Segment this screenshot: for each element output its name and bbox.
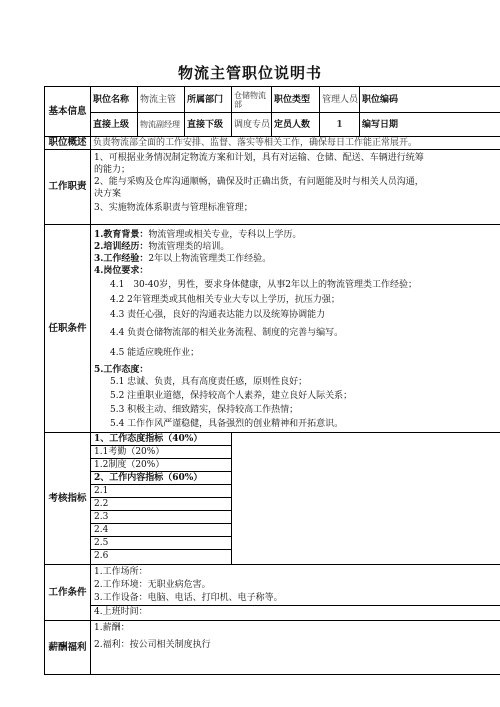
assessment-item: 1.2制度（20%）	[91, 458, 231, 471]
assessment-item: 2.5	[91, 536, 231, 549]
value-job-title: 物流主管	[138, 87, 185, 113]
training-value: 物流管理类的培训。	[148, 242, 230, 252]
salary-line: 1.薪酬：	[94, 623, 130, 633]
salary-body	[91, 621, 500, 675]
label-job-title: 职位名称	[91, 87, 138, 113]
experience-value: 2年以上物流管理类工作经验。	[148, 254, 272, 264]
section-conditions: 工作条件	[45, 565, 91, 621]
section-assessment: 考核指标	[45, 433, 91, 565]
attitude-item: 5.4 工作作风严谨稳健，具备强烈的创业精神和开拓意识。	[110, 419, 344, 429]
training-label: 2.培训经历：	[94, 242, 149, 252]
edu-label: 1.教育背景：	[94, 230, 149, 240]
assessment-content-head: 2、工作内容指标（60%）	[91, 471, 231, 484]
section-duties: 工作职责	[45, 150, 91, 225]
duty-line: 1、可根据业务情况制定物流方案和计划，具有对运输、仓储、配送、车辆进行统筹	[94, 153, 424, 163]
assessment-item: 2.3	[91, 510, 231, 523]
requirements-body	[91, 225, 500, 433]
value-direct-subordinate: 调度专员	[232, 113, 272, 137]
label-direct-superior: 直接上级	[91, 113, 138, 137]
label-job-code: 职位编码	[360, 87, 500, 113]
post-item: 4.4 负责仓储物流部的相关业务流程、制度的完善与编写。	[110, 328, 344, 338]
duty-line: 决方案	[94, 189, 122, 199]
attitude-item: 5.3 积极主动、细致踏实，保持较高工作热情；	[110, 405, 299, 415]
salary-line: 2.福利：按公司相关制度执行	[94, 640, 211, 650]
section-overview: 职位概述	[45, 137, 91, 150]
assessment-item: 2.1	[91, 484, 231, 497]
assessment-item: 1.1考勤（20%）	[91, 445, 231, 458]
duties-body	[91, 150, 500, 225]
post-item: 4.5 能适应晚班作业；	[110, 348, 200, 358]
assessment-body	[91, 433, 232, 565]
post-item: 4.3 责任心强，良好的沟通表达能力以及统筹协调能力	[110, 310, 326, 320]
duty-line: 2、能与采购及仓库沟通顺畅，确保及时正确出货，有问题能及时与相关人员沟通，	[94, 177, 424, 187]
assessment-attitude-head: 1、工作态度指标（40%）	[94, 434, 203, 444]
value-department: 仓储物流部	[232, 87, 272, 113]
attitude-item: 5.1 忠诚、负责，具有高度责任感，原则性良好；	[110, 377, 308, 387]
section-basic-info: 基本信息	[45, 87, 91, 137]
value-direct-superior: 物流副经理	[138, 113, 185, 137]
experience-label: 3.工作经验：	[94, 254, 149, 264]
label-date: 编写日期	[360, 113, 500, 137]
attitude-label: 5.工作态度：	[94, 365, 149, 375]
duty-line: 的能力；	[94, 165, 131, 175]
duty-line: 3、实施物流体系职责与管理标准管理；	[94, 203, 253, 213]
section-salary: 薪酬福利	[45, 621, 91, 675]
condition-line: 4.上班时间：	[91, 605, 500, 618]
job-description-table	[44, 86, 500, 675]
condition-line: 3.工作设备：电脑、电话、打印机、电子称等。	[94, 593, 283, 603]
document-title: 物流主管职位说明书	[177, 64, 322, 82]
assessment-item: 2.4	[91, 523, 231, 536]
condition-line: 1.工作场所：	[94, 567, 148, 577]
job-description-sheet	[44, 86, 500, 675]
edu-value: 物流管理或相关专业，专科以上学历。	[148, 230, 302, 240]
assessment-item: 2.2	[91, 497, 231, 510]
value-job-type: 管理人员	[320, 87, 360, 113]
section-requirements: 任职条件	[45, 225, 91, 433]
label-department: 所属部门	[185, 87, 232, 113]
conditions-body	[91, 565, 500, 621]
post-label: 4.岗位要求：	[94, 266, 149, 276]
post-item: 4.1 30-40岁，男性，要求身体健康，从事2年以上的物流管理类工作经验；	[110, 280, 417, 290]
assessment-blank	[232, 433, 500, 565]
overview-text: 负责物流部全面的工作安排、监督、落实等相关工作，确保每日工作能正常展开。	[91, 137, 500, 150]
post-item: 4.2 2年管理类或其他相关专业大专以上学历，抗压力强；	[110, 295, 340, 305]
label-job-type: 职位类型	[272, 87, 320, 113]
condition-line: 2.工作环境：无职业病危害。	[94, 580, 211, 590]
assessment-item: 2.6	[91, 549, 231, 562]
label-direct-subordinate: 直接下级	[185, 113, 232, 137]
attitude-item: 5.2 注重职业道德，保持较高个人素养，建立良好人际关系；	[110, 391, 353, 401]
label-headcount: 定员人数	[272, 113, 320, 137]
value-headcount: 1	[320, 113, 360, 137]
